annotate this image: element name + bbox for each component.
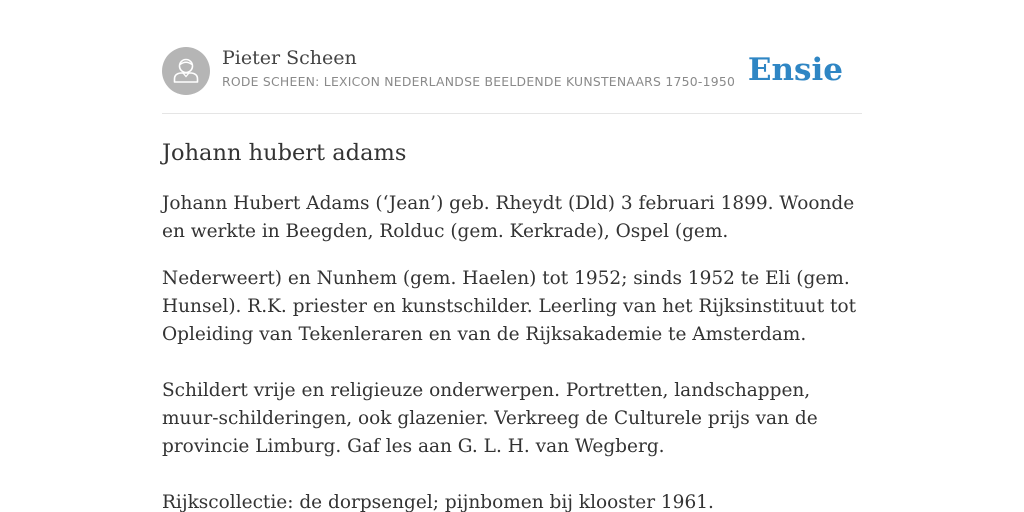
source-label[interactable]: RODE SCHEEN: LEXICON NEDERLANDSE BEELDENDE KUNSTENAARS 1750-1950	[222, 74, 736, 89]
article-header	[162, 46, 862, 96]
ensie-logo[interactable]: Ensie	[747, 52, 843, 88]
article-paragraph: Schildert vrije en religieuze onderwerpen. Portretten, landschappen, muur-schilderingen, ook glazenier. Verkreeg de Culturele prijs van de provincie Limburg. Gaf les aan G. L. H. van Wegberg.	[162, 380, 818, 457]
article-paragraph: Nederweert) en Nunhem (gem. Haelen) tot 1952; sinds 1952 te Eli (gem. Hunsel). R.K. priester en kunstschilder. Leerling van het Rijksinstituut tot Opleiding van Tekenleraren en van de Rijksakademie te Amsterdam.	[162, 268, 857, 345]
article-paragraph: Rijkscollectie: de dorpsengel; pijnbomen bij klooster 1961.	[162, 492, 714, 512]
author-avatar[interactable]	[162, 47, 210, 95]
article-paragraph: Johann Hubert Adams (‘Jean’) geb. Rheydt (Dld) 3 februari 1899. Woonde en werkte in Beegden, Rolduc (gem. Kerkrade), Ospel (gem.	[162, 193, 855, 242]
user-icon	[162, 47, 210, 95]
author-name[interactable]: Pieter Scheen	[222, 47, 357, 69]
article-title: Johann hubert adams	[162, 140, 407, 166]
article-body	[162, 190, 862, 512]
header-divider	[162, 113, 862, 114]
